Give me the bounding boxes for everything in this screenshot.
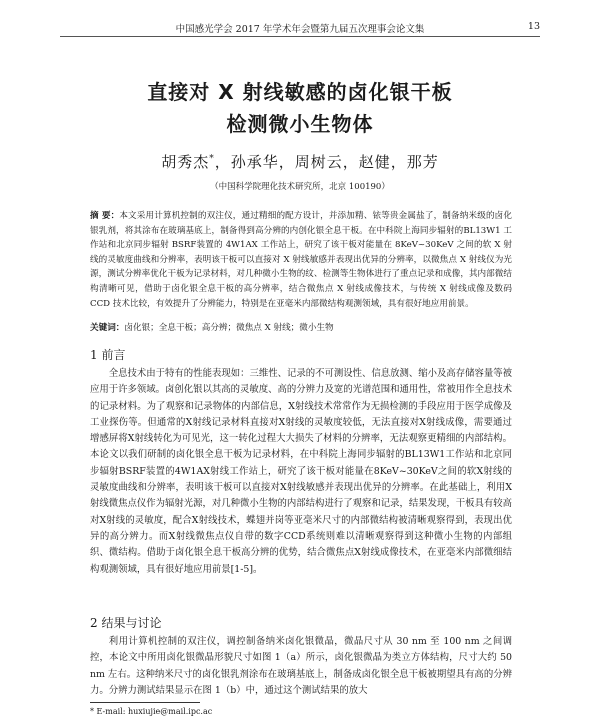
section-intro-paragraph: 全息技术由于特有的性能表现如：三维性、记录的不可测设性、信息放测、缩小及高存储容量等被应用于许多领域。卤创化银以其高的灵敏度、高的分辨力及宽的光谱范围和通用性，常被用作全息技术的记录材料。为了观察和记录物体的内部信息，X射线技术常常作为无损检测的手段应用于医学成像及工业探伤等。但通常的X射线记录材料直接对X射线的灵敏度较低，无法直接对X射线成像，需要通过增感屏将X射线转化为可见光，这一转化过程大大损失了材料的分辨率，无法观察更精细的内部结构。本论文以我们研制的卤化银全息干板为记录材料，在中科院上海同步辐射的BL13W1工作站和北京同步辐射BSRF装置的4W1AX射线工作站上，研究了该干板对能量在8KeV~30KeV之间的软X射线的灵敏度曲线和分辨率，表明该干板可以直接对X射线敏感并表现出优异的分辨率。在此基础上，利用X射线微焦点仪作为辐射光源，对几种微小生物的内部结构进行了观察和记录，结果发现，干板具有较高对X射线的灵敏度，配合X射线技术，蝶翅并岗等亚毫米尺寸的内部微结构被清晰观察得到，表现出优异的高分辨力。而X射线微焦点仪自带的数字CCD系统则难以清晰观察得到这种微小生物的内部组织、微结构。借助于卤化银全息干板高分辨的优势，结合微焦点X射线成像技术，在亚毫米内部微细结构观测领域，具有很好地应用前景[1-5]。 [90, 368, 512, 575]
abstract-text: 本文采用计算机控制的双注仪，通过精细的配方设计，并添加精、铱等贵金属盐了，制备纳米级的卤化银乳剂，将其涂布在玻璃基底上，制备得到高分辨的内创化银全息干板。在中科院上海同步辐射的BL13W1 工作站和北京同步辐射 BSRF装置的 4W1AX 工作站上，研究了该干板对能量在 8KeV~30KeV 之间的软 X 射线的灵敏度曲线和分辨率，表明该干板可以直接对 X 射线敏感并表现出优异的分辨率，以微焦点 X 射线仪为光源，测试分辨率优化干板为记录材料，对几种微小生物的纹、检测等生物体进行了重点记录和成像，其内部微结构清晰可见，借助于卤化银全息干板的高分辨率，结合微焦点 X 射线成像技术，与传统 X 射线成像及数码 CCD 技术比较，有效提升了分辨能力，特别是在亚毫米内部微结构观测领域，具有很好地应用前景。 [90, 211, 512, 309]
authors [40, 151, 560, 172]
keywords-label: 关键词： [90, 323, 125, 333]
other-authors: ，孙承华，周树云，赵健，那芳 [214, 153, 439, 171]
footnote-rule [90, 702, 200, 703]
journal-title: 中国感光学会 2017 年学术年会暨第九届五次理事会论文集 [175, 24, 425, 35]
footnote-email: * E-mail: huxiujie@mail.ipc.ac [90, 707, 213, 716]
keywords-text: 卤化银；全息干板；高分辨；微焦点 X 射线；微小生物 [124, 323, 334, 333]
section-results-paragraph: 利用计算机控制的双注仪，调控制备纳米卤化银微晶，微晶尺寸从 30 nm 至 100 nm 之间调控，本论文中所用卤化银微晶形貌尺寸如图 1（a）所示，卤化银微晶为类立方体结构，尺寸大约 50 nm 左右。这种纳米尺寸的卤化银乳剂涂布在玻璃基底上，制备成卤化银全息干板被期望具有高的分辨力。分辨力测试结果显示在图 1（b）中，通过这个测试结果的放大 [90, 636, 512, 696]
paper-title-line1: 直接对 X 射线敏感的卤化银干板 [147, 80, 453, 104]
page-number: 13 [527, 21, 540, 32]
affiliation: （中国科学院理化技术研究所，北京 100190） [210, 182, 390, 192]
running-header [60, 20, 540, 37]
paper-title-line2: 检测微小生物体 [226, 112, 374, 136]
first-author: 胡秀杰 [161, 153, 210, 171]
keywords [90, 321, 512, 333]
corresponding-mark: * [209, 154, 215, 164]
paper-title [40, 76, 560, 140]
section-heading-results: 2 结果与讨论 [90, 616, 162, 630]
section-heading-intro: 1 前言 [90, 348, 126, 362]
abstract [90, 209, 512, 311]
abstract-label: 摘 要： [90, 211, 120, 221]
